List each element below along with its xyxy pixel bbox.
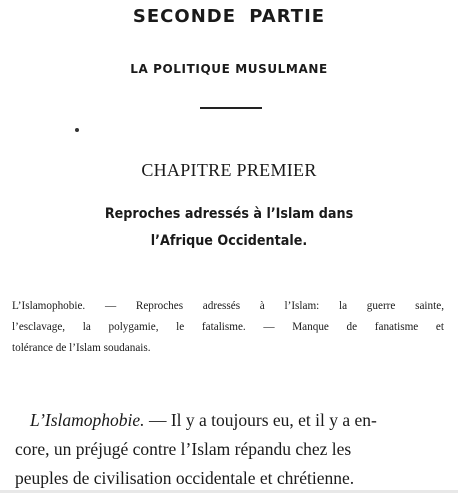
- body-paragraph: [15, 406, 446, 493]
- summary-line-1: L’Islamophobie. — Reproches adressés à l’Islam: la guerre sainte,: [12, 300, 444, 312]
- chapter-heading: [27, 201, 430, 255]
- part-title: SECONDE PARTIE: [132, 6, 326, 27]
- body-line-2: core, un préjugé contre l’Islam répandu chez les: [15, 439, 352, 459]
- chapter-summary: [12, 296, 444, 359]
- body-line-3: peuples de civilisation occidentale et chrétienne.: [15, 468, 355, 488]
- body-line-1: [15, 406, 446, 435]
- chapter-heading-line-1: Reproches adressés à l’Islam dans: [104, 206, 354, 222]
- body-line-1-text: — Il y a toujours eu, et il y a en-: [144, 410, 377, 430]
- print-speck: [75, 128, 79, 132]
- chapter-title: CHAPITRE PREMIER: [141, 160, 317, 180]
- body-lead-italic: L’Islamophobie.: [30, 410, 145, 430]
- page-bottom-edge: [0, 490, 458, 493]
- part-subtitle: LA POLITIQUE MUSULMANE: [130, 62, 328, 76]
- chapter-heading-line-2: l’Afrique Occidentale.: [150, 233, 308, 249]
- section-divider: [200, 107, 262, 109]
- summary-line-2: l’esclavage, la polygamie, le fatalisme. — Manque de fanatisme et: [12, 321, 444, 333]
- summary-line-3: tolérance de l’Islam soudanais.: [12, 342, 151, 354]
